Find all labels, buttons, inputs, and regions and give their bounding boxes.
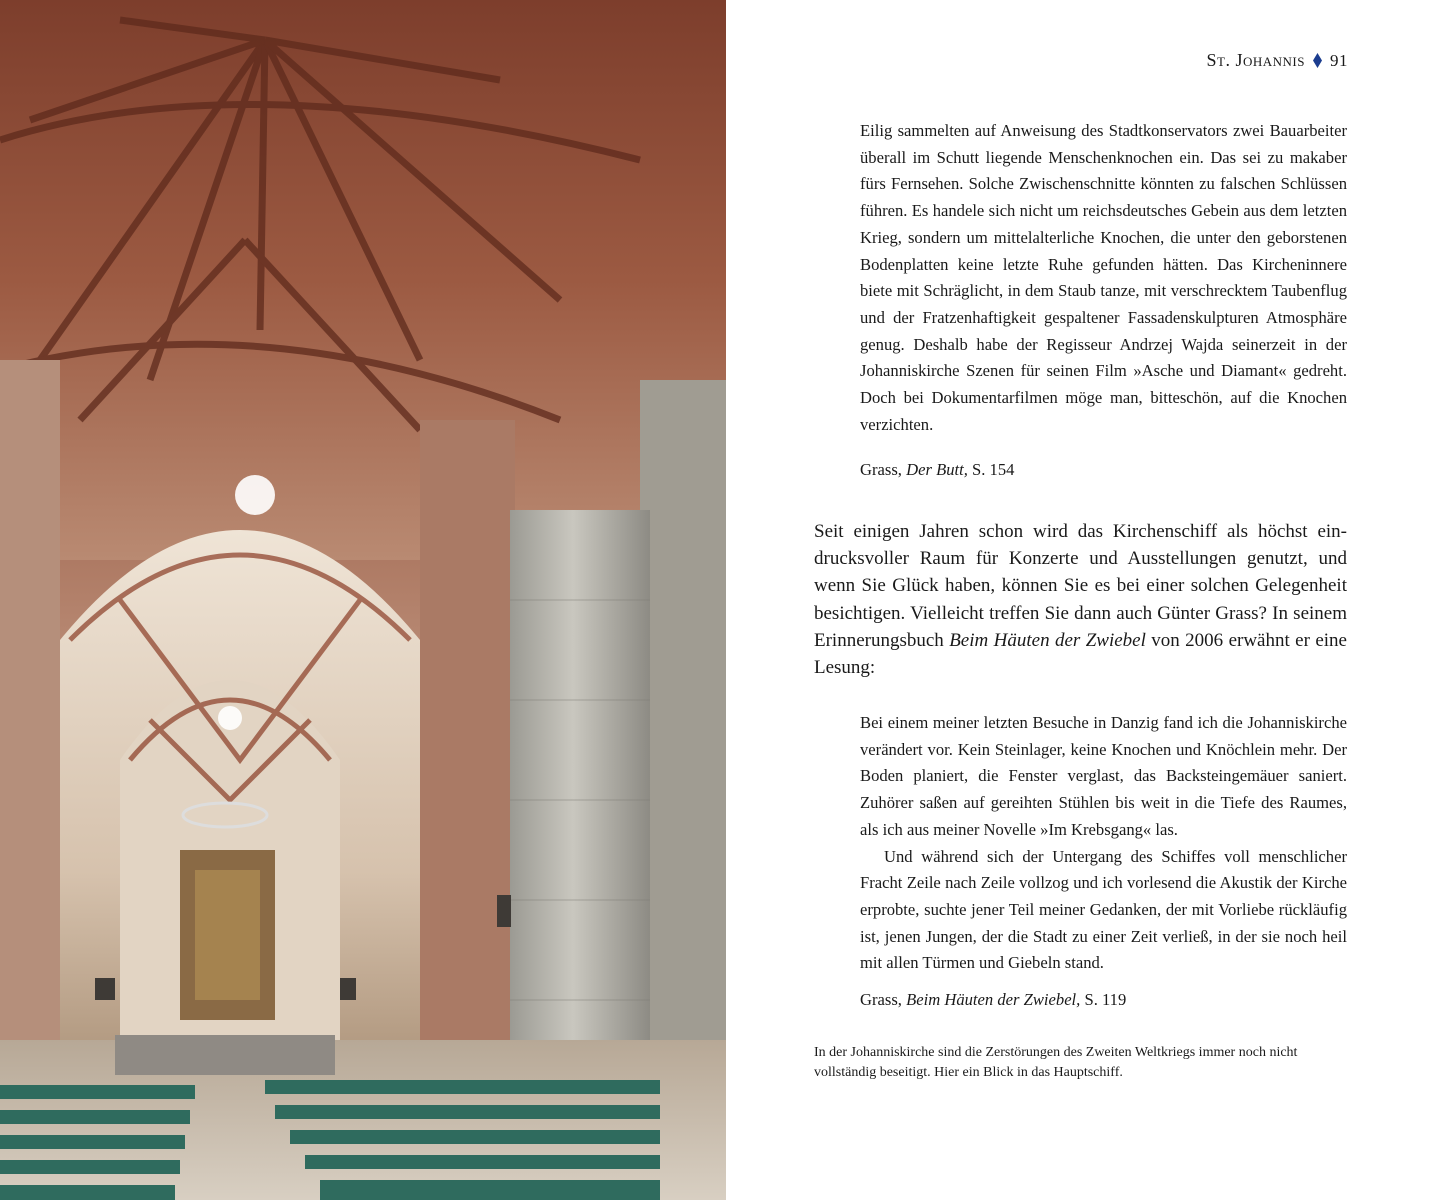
- quote-citation: [860, 990, 1126, 1010]
- chapter-title: St. Johannis: [1206, 50, 1305, 70]
- block-quote-der-butt: [860, 118, 1347, 438]
- book-title: Beim Häuten der Zwiebel: [949, 629, 1146, 651]
- body-text: Seit einigen Jahren schon wird das Kirchenschiff als höchst eindrucksvoller Raum für Konzerte und Ausstellungen genutzt, und wenn Sie Glück haben, können Sie es bei einer solchen Gelegenheit besichtigen. Vielleicht treffen Sie dann auch Günter Grass? In seinem Erinnerungsbuch: [814, 521, 1347, 651]
- body-text-end: von 2006 erwähnt er eine Lesung:: [814, 629, 1347, 679]
- quote-citation: [860, 460, 1014, 480]
- quote-paragraph: Eilig sammelten auf Anweisung des Stadtkonservators zwei Bauarbeiter überall im Schutt liegende Menschenknochen ein. Das sei zu makaber fürs Fernsehen. Solche Zwischenschnitte könnten zu falschen Schlüssen führen. Es handele sich nicht um reichsdeutsches Gebein aus dem letzten Krieg, sondern um mittelalterliche Knochen, die unter den geborstenen Bodenplatten keine letzte Ruhe gefunden hätten. Das Kircheninnere biete mit Schräglicht, in dem Staub tanze, mit verschrecktem Taubenflug und der Fratzenhaftigkeit gespaltener Fassadenskulpturen Atmosphäre genug. Deshalb habe der Regisseur Andrzej Wajda seinerzeit in der Johanniskirche Szenen für seinen Film »Asche und Diamant« gedreht. Doch bei Dokumentarfilmen möge man, bitteschön, auf die Knochen verzichten.: [860, 121, 1347, 434]
- diamond-icon: [1313, 53, 1322, 68]
- caption-text: In der Johanniskirche sind die Zerstörungen des Zweiten Weltkriegs immer noch nicht vollständig beseitigt. Hier ein Blick in das Hauptschiff.: [814, 1045, 1298, 1080]
- running-head: [1207, 50, 1348, 71]
- citation-author: Grass,: [860, 460, 902, 479]
- citation-author: Grass,: [860, 990, 902, 1009]
- block-quote-zwiebel: [860, 710, 1347, 977]
- photo-caption: [814, 1043, 1334, 1083]
- citation-title: Der Butt,: [906, 460, 968, 479]
- body-paragraph: [814, 518, 1347, 681]
- citation-title: Beim Häuten der Zwiebel,: [906, 990, 1081, 1009]
- quote-paragraph: Und während sich der Untergang des Schiffes voll menschlicher Fracht Zeile nach Zeile vollzog und ich vorlesend die Akustik der Kirche erprobte, suchte jener Teil meiner Gedanken, der mit Vorliebe rückläufig ist, jenen Jungen, der die Stadt zu einer Zeit verließ, in der sie noch heil mit allen Türmen und Giebeln stand.: [860, 846, 1347, 973]
- citation-page: S. 154: [972, 460, 1015, 479]
- quote-paragraph: Bei einem meiner letzten Besuche in Danzig fand ich die Johanniskirche verändert vor. Kein Steinlager, keine Knochen und Knöchlein mehr. Der Boden planiert, die Fenster verglast, das Backsteingemäuer saniert. Zuhörer saßen auf gereihten Stühlen bis weit in die Tiefe des Raumes, als ich aus meiner Novelle »Im Krebsgang« las.: [860, 713, 1347, 839]
- citation-page: S. 119: [1084, 990, 1127, 1009]
- page-number: 91: [1330, 50, 1348, 70]
